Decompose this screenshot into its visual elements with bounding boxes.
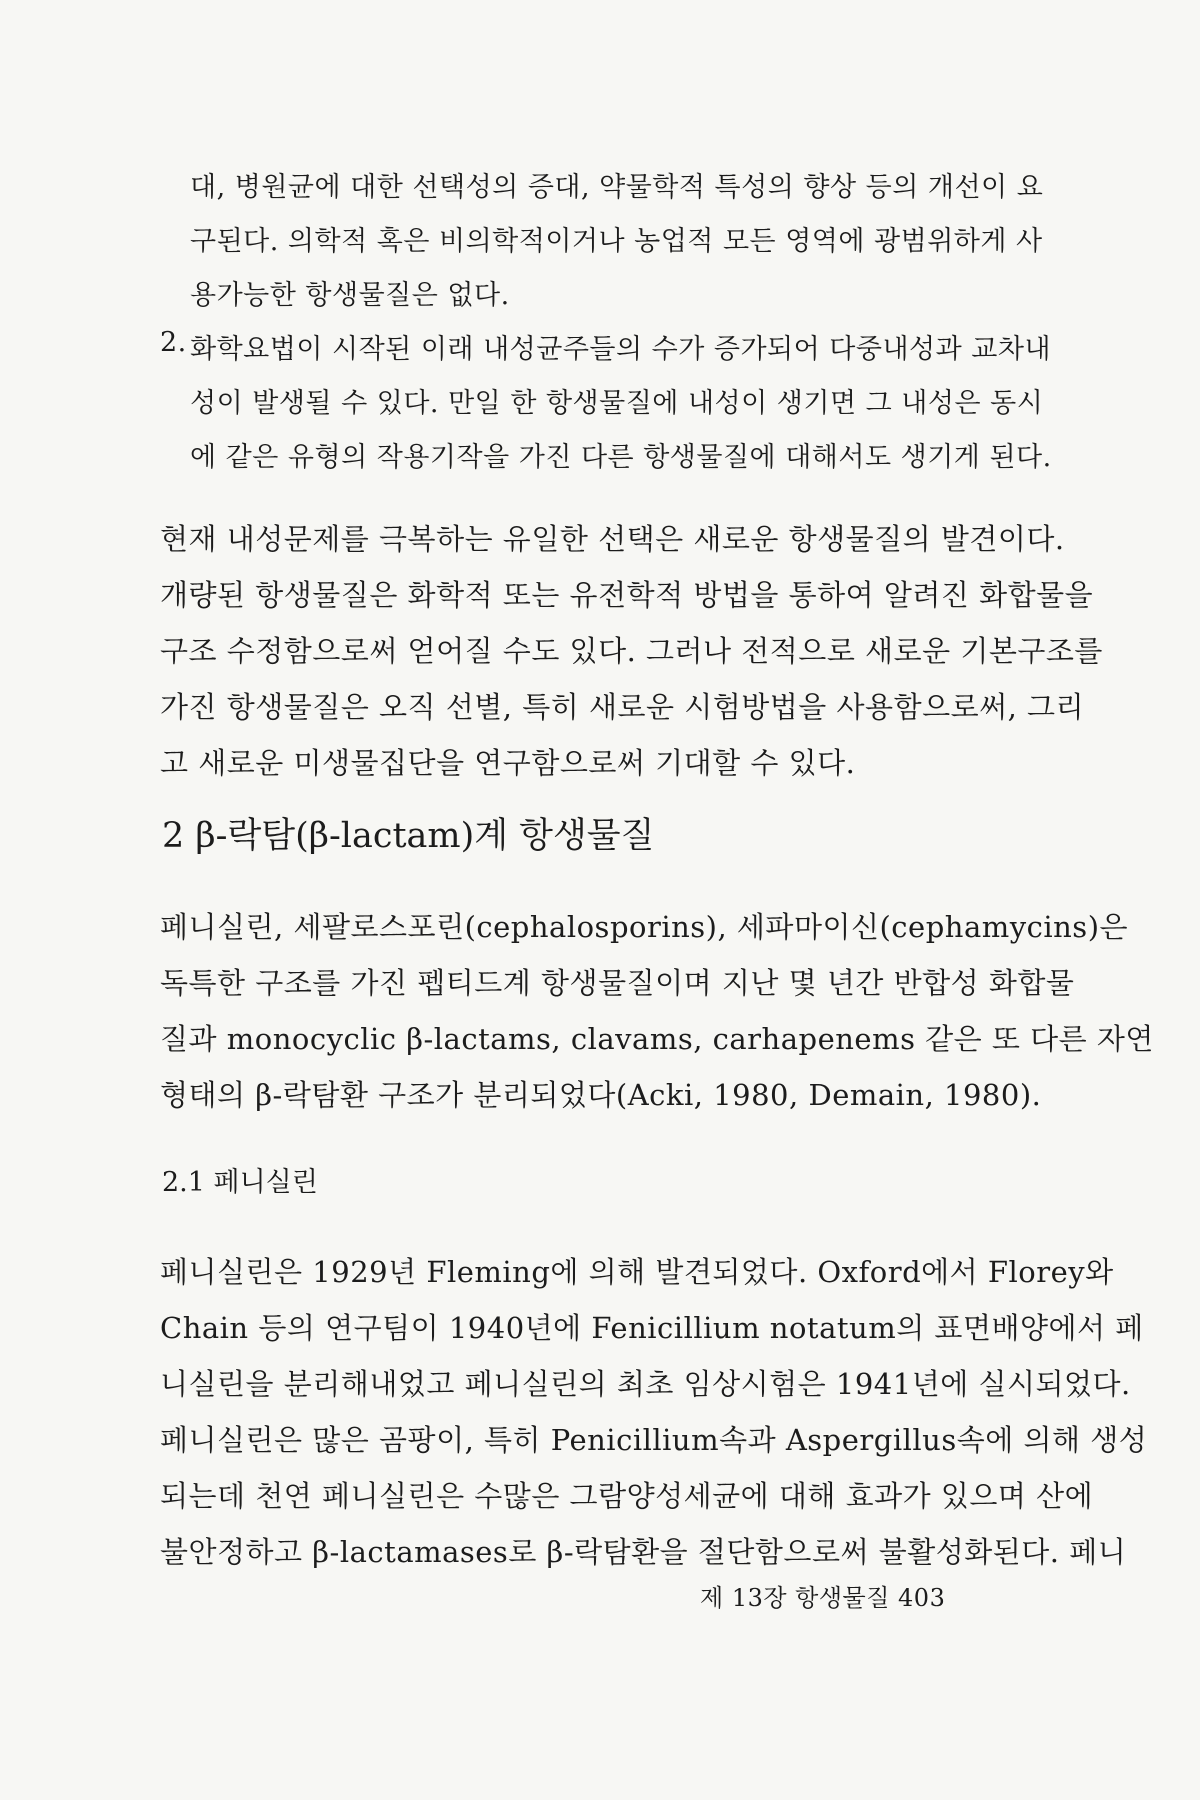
- paragraph-line: 가진 항생물질은 오직 선별, 특히 새로운 시험방법을 사용함으로써, 그리: [160, 690, 1085, 724]
- list-item-number: 2.: [160, 327, 187, 358]
- paragraph-line: 질과 monocyclic β-lactams, clavams, carhapenems 같은 또 다른 자연: [160, 1022, 1154, 1056]
- paragraph-line: 형태의 β-락탐환 구조가 분리되었다(Acki, 1980, Demain, 1980).: [160, 1078, 1042, 1112]
- list-continuation-line: 대, 병원균에 대한 선택성의 증대, 약물학적 특성의 향상 등의 개선이 요: [190, 172, 1044, 203]
- section-heading: 2 β-락탐(β-lactam)계 항생물질: [162, 816, 655, 856]
- page-footer: 제 13장 항생물질 403: [700, 1584, 946, 1612]
- list-item-line: 성이 발생될 수 있다. 만일 한 항생물질에 내성이 생기면 그 내성은 동시: [190, 388, 1044, 419]
- list-continuation-line: 구된다. 의학적 혹은 비의학적이거나 농업적 모든 영역에 광범위하게 사: [190, 226, 1043, 257]
- paragraph-line: 페니실린은 1929년 Fleming에 의해 발견되었다. Oxford에서 Florey와: [160, 1255, 1114, 1289]
- subsection-heading: 2.1 페니실린: [162, 1167, 318, 1198]
- paragraph-line: 개량된 항생물질은 화학적 또는 유전학적 방법을 통하여 알려진 화합물을: [160, 578, 1094, 612]
- paragraph-line: 독특한 구조를 가진 펩티드계 항생물질이며 지난 몇 년간 반합성 화합물: [160, 966, 1075, 1000]
- paragraph-line: 니실린을 분리해내었고 페니실린의 최초 임상시험은 1941년에 실시되었다.: [160, 1367, 1131, 1401]
- list-continuation-line: 용가능한 항생물질은 없다.: [190, 280, 510, 311]
- paragraph-line: 구조 수정함으로써 얻어질 수도 있다. 그러나 전적으로 새로운 기본구조를: [160, 634, 1103, 668]
- paragraph-line: 고 새로운 미생물집단을 연구함으로써 기대할 수 있다.: [160, 746, 856, 780]
- paragraph-line: Chain 등의 연구팀이 1940년에 Fenicillium notatum의 표면배양에서 페: [160, 1311, 1144, 1345]
- paragraph-line: 페니실린, 세팔로스포린(cephalosporins), 세파마이신(cephamycins)은: [160, 910, 1129, 944]
- list-item-line: 화학요법이 시작된 이래 내성균주들의 수가 증가되어 다중내성과 교차내: [190, 334, 1052, 365]
- paragraph-line: 되는데 천연 페니실린은 수많은 그람양성세균에 대해 효과가 있으며 산에: [160, 1479, 1094, 1513]
- paragraph-line: 현재 내성문제를 극복하는 유일한 선택은 새로운 항생물질의 발견이다.: [160, 522, 1065, 556]
- paragraph-line: 불안정하고 β-lactamases로 β-락탐환을 절단함으로써 불활성화된다. 페니: [160, 1535, 1127, 1569]
- list-item-line: 에 같은 유형의 작용기작을 가진 다른 항생물질에 대해서도 생기게 된다.: [190, 442, 1052, 473]
- paragraph-line: 페니실린은 많은 곰팡이, 특히 Penicillium속과 Aspergillus속에 의해 생성: [160, 1423, 1148, 1457]
